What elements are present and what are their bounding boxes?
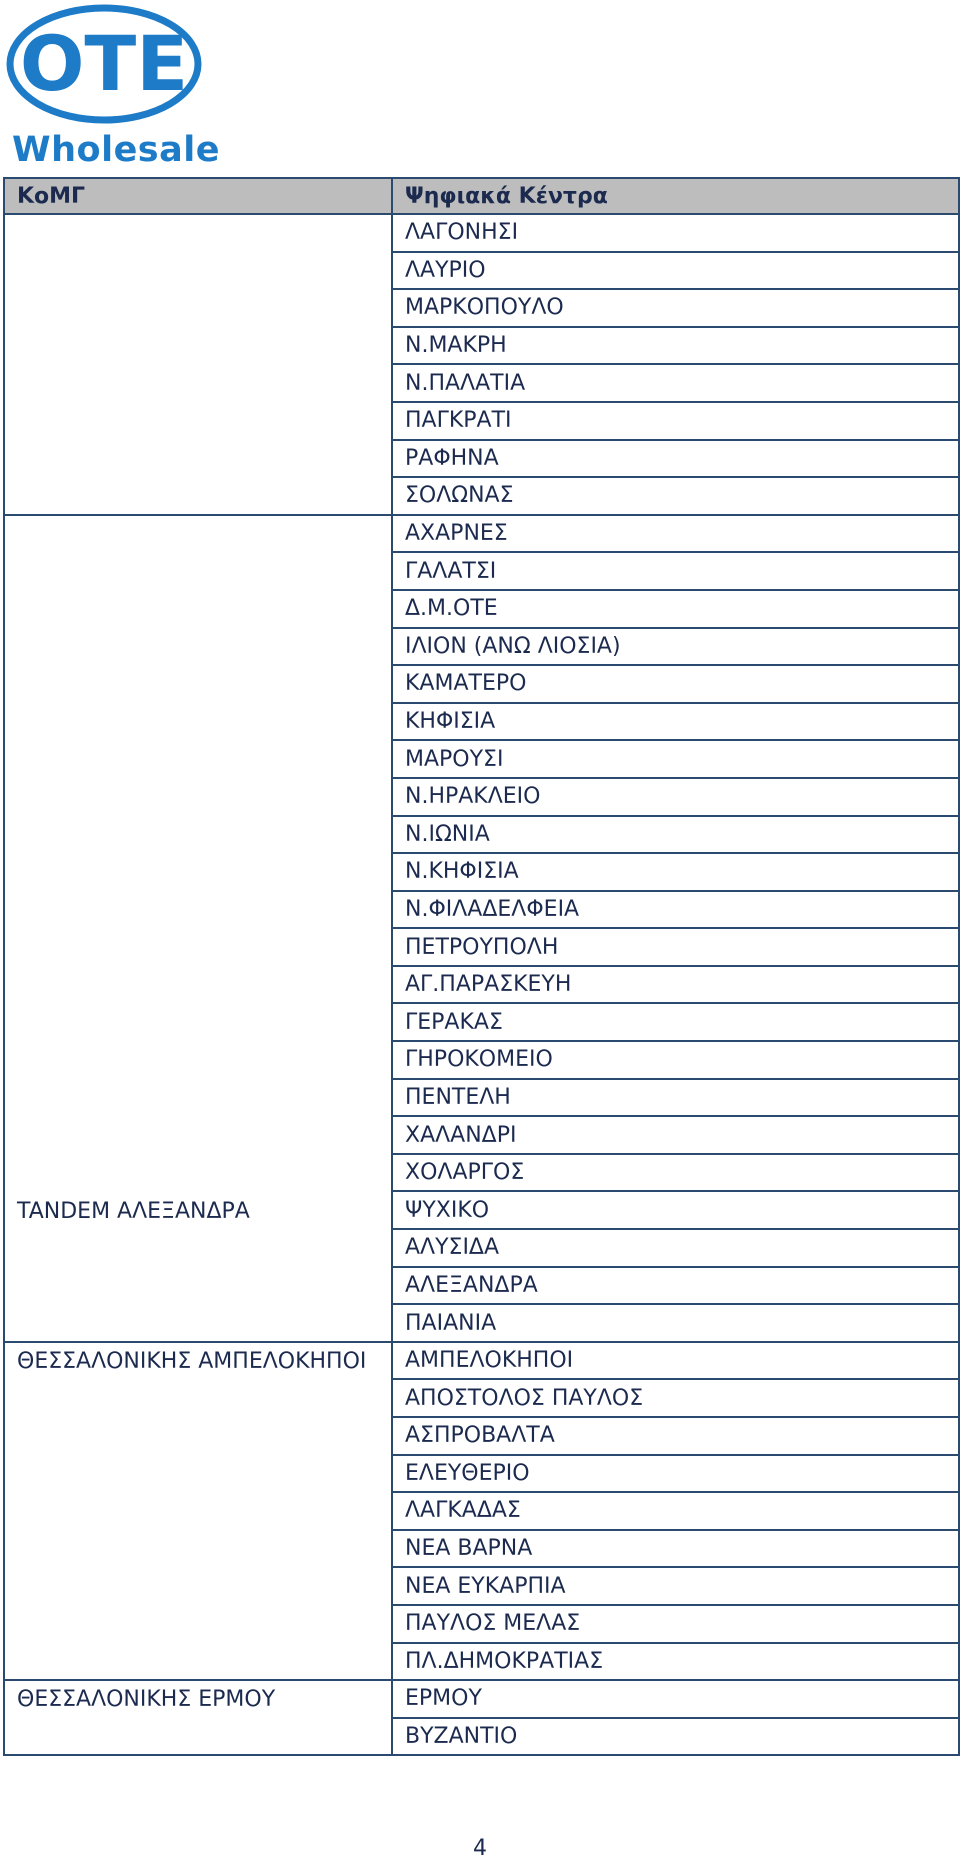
center-cell: ΜΑΡΚΟΠΟΥΛΟ bbox=[392, 289, 959, 327]
center-cell: ΙΛΙΟΝ (ΑΝΩ ΛΙΟΣΙΑ) bbox=[392, 628, 959, 666]
center-cell: ΑΛΥΣΙΔΑ bbox=[392, 1229, 959, 1267]
center-cell: Ν.ΦΙΛΑΔΕΛΦΕΙΑ bbox=[392, 891, 959, 929]
center-cell: Ν.ΠΑΛΑΤΙΑ bbox=[392, 364, 959, 402]
ote-logo-text: OTE bbox=[19, 19, 189, 108]
center-cell: ΝΕΑ ΕΥΚΑΡΠΙΑ bbox=[392, 1567, 959, 1605]
table-header-row bbox=[4, 178, 959, 214]
center-cell: Ν.ΙΩΝΙΑ bbox=[392, 816, 959, 854]
center-cell: ΠΑΥΛΟΣ ΜΕΛΑΣ bbox=[392, 1605, 959, 1643]
center-cell: ΚΑΜΑΤΕΡΟ bbox=[392, 665, 959, 703]
center-cell: ΠΑΙΑΝΙΑ bbox=[392, 1304, 959, 1342]
center-cell: ΑΣΠΡΟΒΑΛΤΑ bbox=[392, 1417, 959, 1455]
komg-label: TANDEM ΑΛΕΞΑΝΔΡΑ bbox=[17, 1198, 250, 1224]
center-cell: ΚΗΦΙΣΙΑ bbox=[392, 703, 959, 741]
table-row bbox=[4, 1342, 959, 1380]
center-cell: ΧΟΛΑΡΓΟΣ bbox=[392, 1154, 959, 1192]
center-cell: Ν.ΜΑΚΡΗ bbox=[392, 327, 959, 365]
center-cell: ΛΑΓΟΝΗΣΙ bbox=[392, 214, 959, 252]
center-cell: ΠΕΝΤΕΛΗ bbox=[392, 1079, 959, 1117]
center-cell: ΠΕΤΡΟΥΠΟΛΗ bbox=[392, 928, 959, 966]
center-cell: ΝΕΑ ΒΑΡΝΑ bbox=[392, 1530, 959, 1568]
table-body bbox=[4, 214, 959, 1755]
table-row bbox=[4, 1680, 959, 1718]
komg-cell bbox=[4, 214, 392, 515]
center-cell: ΕΡΜΟΥ bbox=[392, 1680, 959, 1718]
center-cell: ΣΟΛΩΝΑΣ bbox=[392, 477, 959, 515]
table-row bbox=[4, 515, 959, 553]
komg-cell bbox=[4, 515, 392, 1342]
center-cell: ΨΥΧΙΚΟ bbox=[392, 1191, 959, 1229]
center-cell: ΜΑΡΟΥΣΙ bbox=[392, 740, 959, 778]
center-cell: ΛΑΥΡΙΟ bbox=[392, 252, 959, 290]
center-cell: Ν.ΚΗΦΙΣΙΑ bbox=[392, 853, 959, 891]
komg-label: ΘΕΣΣΑΛΟΝΙΚΗΣ ΑΜΠΕΛΟΚΗΠΟΙ bbox=[17, 1348, 367, 1374]
center-cell: ΑΠΟΣΤΟΛΟΣ ΠΑΥΛΟΣ bbox=[392, 1379, 959, 1417]
komg-label: ΘΕΣΣΑΛΟΝΙΚΗΣ ΕΡΜΟΥ bbox=[17, 1687, 276, 1713]
center-cell: ΛΑΓΚΑΔΑΣ bbox=[392, 1492, 959, 1530]
center-cell: ΑΧΑΡΝΕΣ bbox=[392, 515, 959, 553]
center-cell: ΑΛΕΞΑΝΔΡΑ bbox=[392, 1267, 959, 1305]
center-cell: ΠΛ.ΔΗΜΟΚΡΑΤΙΑΣ bbox=[392, 1643, 959, 1681]
center-cell: ΑΓ.ΠΑΡΑΣΚΕΥΗ bbox=[392, 966, 959, 1004]
center-cell: ΑΜΠΕΛΟΚΗΠΟΙ bbox=[392, 1342, 959, 1380]
komg-cell bbox=[4, 1342, 392, 1680]
komg-cell bbox=[4, 1680, 392, 1755]
center-cell: ΡΑΦΗΝΑ bbox=[392, 440, 959, 478]
center-cell: ΕΛΕΥΘΕΡΙΟ bbox=[392, 1455, 959, 1493]
ote-wholesale-logo bbox=[4, 2, 220, 172]
ote-logo-mark bbox=[4, 2, 204, 132]
header-komg: ΚοΜΓ bbox=[4, 178, 392, 214]
exchanges-table bbox=[3, 177, 960, 1756]
header-digital-centers: Ψηφιακά Κέντρα bbox=[392, 178, 959, 214]
center-cell: Ν.ΗΡΑΚΛΕΙΟ bbox=[392, 778, 959, 816]
center-cell: ΓΗΡΟΚΟΜΕΙΟ bbox=[392, 1041, 959, 1079]
center-cell: Δ.Μ.ΟΤΕ bbox=[392, 590, 959, 628]
wholesale-wordmark: Wholesale bbox=[12, 130, 220, 170]
center-cell: ΓΕΡΑΚΑΣ bbox=[392, 1003, 959, 1041]
center-cell: ΠΑΓΚΡΑΤΙ bbox=[392, 402, 959, 440]
center-cell: ΧΑΛΑΝΔΡΙ bbox=[392, 1116, 959, 1154]
center-cell: ΒΥΖΑΝΤΙΟ bbox=[392, 1718, 959, 1756]
table-row bbox=[4, 214, 959, 252]
center-cell: ΓΑΛΑΤΣΙ bbox=[392, 552, 959, 590]
page-number: 4 bbox=[473, 1836, 487, 1861]
